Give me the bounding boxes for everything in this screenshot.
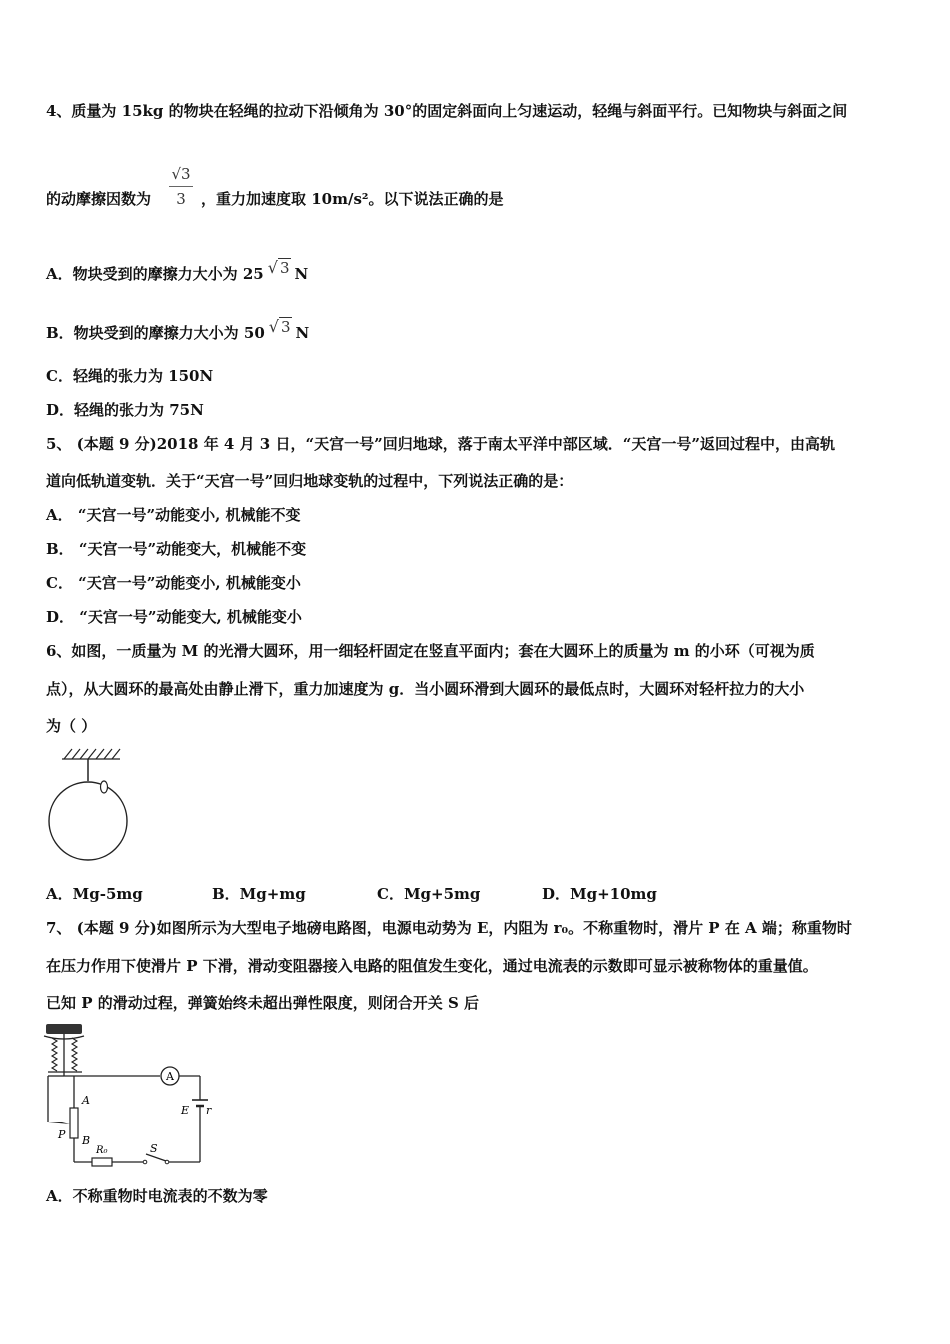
q4-fraction-numerator: √3 — [171, 165, 191, 183]
q4-option-b-pre: B．物块受到的摩擦力大小为 50 — [46, 324, 265, 342]
spring-left — [52, 1038, 57, 1071]
q4-option-a-post: N — [294, 265, 309, 283]
q7-stem-line3: 已知 P 的滑动过程，弹簧始终未超出弹性限度，则闭合开关 S 后 — [46, 994, 480, 1012]
q5-stem-line2: 道向低轨道变轨．关于“天宫一号”回归地球变轨的过程中，下列说法正确的是： — [46, 472, 574, 490]
q4-stem-line1: 4、质量为 15kg 的物块在轻绳的拉动下沿倾角为 30°的固定斜面向上匀速运动，轻绳与斜面平行。已知物块与斜面之间 — [46, 102, 848, 120]
resistor-r0 — [92, 1158, 112, 1166]
q7-stem-line2: 在压力作用下使滑片 P 下滑，滑动变阻器接入电路的阻值发生变化，通过电流表的示数即可显示被称物体的重量值。 — [46, 957, 818, 975]
q6-stem-line1: 6、如图，一质量为 M 的光滑大圆环，用一细轻杆固定在竖直平面内；套在大圆环上的质量为 m 的小环（可视为质 — [46, 642, 815, 660]
q4-option-b-post: N — [295, 324, 310, 342]
q4-fraction — [166, 164, 196, 209]
q4-option-a — [46, 258, 308, 284]
q6-stem-line2: 点），从大圆环的最高处由静止滑下，重力加速度为 g．当小圆环滑到大圆环的最低点时，大圆环对轻杆拉力的大小 — [46, 680, 805, 698]
large-ring — [49, 782, 127, 860]
scale-pan — [46, 1024, 82, 1034]
q4-stem-line2-pre: 的动摩擦因数为 — [46, 190, 152, 208]
q6-option-c: C．Mg+5mg — [377, 885, 481, 903]
q4-stem-line2 — [46, 189, 503, 209]
q7-option-a: A．不称重物时电流表的不数为零 — [46, 1187, 268, 1205]
q5-option-b: B． “天宫一号”动能变大，机械能不变 — [46, 540, 307, 558]
q4-stem-line2-post: ，重力加速度取 10m/s²。以下说法正确的是 — [201, 190, 504, 208]
switch-contact — [165, 1160, 169, 1164]
rheostat-end-b-label: B — [82, 1134, 91, 1147]
switch-pivot — [143, 1160, 147, 1164]
q4-fraction-denominator: 3 — [176, 190, 186, 208]
q4-option-c: C．轻绳的张力为 150N — [46, 367, 214, 385]
ceiling-hatch — [62, 749, 120, 759]
q4-option-b — [46, 317, 309, 343]
small-ring — [101, 781, 108, 793]
slider-p-label: P — [58, 1128, 66, 1141]
switch-blade — [146, 1154, 166, 1161]
q7-figure-circuit — [40, 1020, 220, 1170]
rheostat — [70, 1108, 78, 1138]
q4-option-b-radicand: 3 — [280, 318, 291, 336]
q6-figure-hanging-ring — [40, 745, 140, 865]
q4-option-a-pre: A．物块受到的摩擦力大小为 25 — [46, 265, 264, 283]
fraction-bar — [169, 186, 193, 187]
q6-stem-line3: 为（ ） — [46, 717, 97, 735]
internal-resistance-label: r — [206, 1104, 212, 1117]
q6-option-d: D．Mg+10mg — [542, 885, 657, 903]
q5-option-c: C． “天宫一号”动能变小, 机械能变小 — [46, 574, 301, 592]
q7-stem-line1: 7、 (本题 9 分)如图所示为大型电子地磅电路图，电源电动势为 E，内阻为 r₀。不称重物时，滑片 P 在 A 端；称重物时 — [46, 919, 852, 937]
q4-option-a-radicand: 3 — [279, 259, 290, 277]
q6-option-a: A．Mg-5mg — [46, 885, 143, 903]
q5-stem-line1: 5、 (本题 9 分)2018 年 4 月 3 日，“天宫一号”回归地球，落于南太平洋中部区域．“天宫一号”返回过程中，由高轨 — [46, 435, 835, 453]
ammeter-label: A — [166, 1070, 174, 1083]
q6-option-b: B．Mg+mg — [212, 885, 306, 903]
q4-option-d: D．轻绳的张力为 75N — [46, 401, 204, 419]
switch-label: S — [150, 1142, 158, 1155]
sqrt-symbol: √ 3 — [267, 258, 290, 277]
slider-p-arrow — [48, 1122, 70, 1124]
rheostat-end-a-label: A — [82, 1094, 90, 1107]
resistor-r0-label: R₀ — [96, 1145, 108, 1156]
emf-label: E — [181, 1104, 190, 1117]
sqrt-symbol: √ 3 — [268, 317, 291, 336]
q5-option-d: D． “天宫一号”动能变大, 机械能变小 — [46, 608, 302, 626]
q5-option-a: A． “天宫一号”动能变小, 机械能不变 — [46, 506, 301, 524]
spring-right — [72, 1038, 77, 1071]
